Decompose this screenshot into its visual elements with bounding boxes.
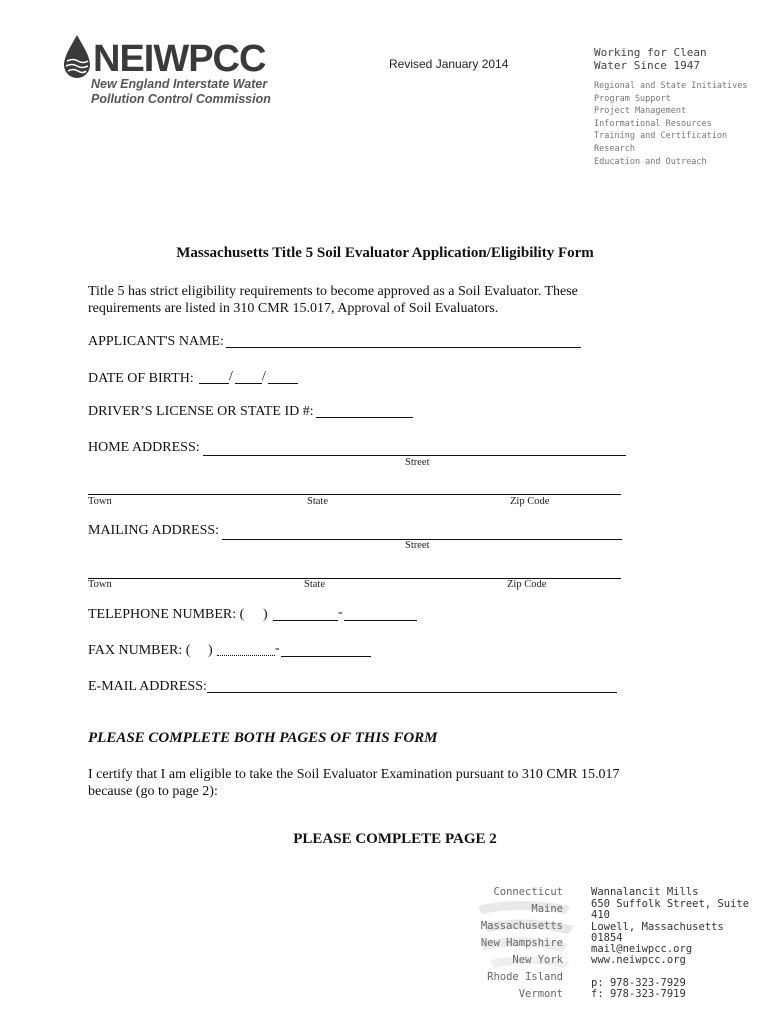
dob-day-field[interactable] <box>235 369 262 384</box>
email-field[interactable] <box>207 679 617 693</box>
telephone-line-field[interactable] <box>344 607 417 621</box>
state-item: New York <box>512 954 563 966</box>
complete-page-2-heading: PLEASE COMPLETE PAGE 2 <box>293 831 497 847</box>
fax-paren: ) <box>208 643 213 658</box>
services-item: Regional and State Initiatives <box>594 81 748 91</box>
address-line: Wannalancit Mills <box>591 886 699 898</box>
contact-phone: p: 978-323-7929 <box>591 977 686 989</box>
dob-label: DATE OF BIRTH: <box>88 371 194 386</box>
address-line: 650 Suffolk Street, Suite 410 <box>591 897 750 921</box>
state-item: Vermont <box>518 988 563 1000</box>
dob-separator: / <box>229 369 233 384</box>
mailing-zip-caption: Zip Code <box>507 579 547 590</box>
certify-line-2: because (go to page 2): <box>88 784 218 799</box>
dob-month-field[interactable] <box>199 369 229 384</box>
applicant-name-field[interactable] <box>226 334 581 348</box>
home-zip-caption: Zip Code <box>510 496 550 507</box>
telephone-dash: - <box>338 605 343 620</box>
applicant-name-label: APPLICANT'S NAME: <box>88 334 224 349</box>
intro-line-2: requirements are listed in 310 CMR 15.017, Approval of Soil Evaluators. <box>88 301 499 316</box>
services-list <box>594 80 748 168</box>
telephone-label: TELEPHONE NUMBER: ( <box>88 607 245 622</box>
fax-line-field[interactable] <box>281 643 371 657</box>
contact-email[interactable]: mail@neiwpcc.org <box>591 943 693 955</box>
services-item: Research <box>594 143 635 154</box>
state-item: Massachusetts <box>480 920 563 932</box>
state-item: Connecticut <box>493 886 563 898</box>
home-street-caption: Street <box>405 457 430 468</box>
home-street-field[interactable] <box>203 440 626 456</box>
mailing-town-caption: Town <box>88 579 112 590</box>
address-line: Lowell, Massachusetts <box>591 920 724 933</box>
logo-wordmark: NEIWPCC <box>93 38 266 80</box>
dob-year-field[interactable] <box>268 369 298 384</box>
dob-separator: / <box>262 369 266 384</box>
certify-line-1: I certify that I am eligible to take the Soil Evaluator Examination pursuant to 310 CMR 15.017 <box>88 767 620 782</box>
state-item: Maine <box>531 903 563 915</box>
contact-fax: f: 978-323-7919 <box>591 988 686 1000</box>
services-item: Training and Certification <box>594 131 728 142</box>
contact-website[interactable]: www.neiwpcc.org <box>591 954 686 966</box>
address-line: 01854 <box>591 932 623 944</box>
telephone-paren: ) <box>263 607 268 622</box>
fax-label: FAX NUMBER: ( <box>88 643 191 658</box>
state-item: Rhode Island <box>487 971 563 983</box>
mailing-town-state-zip-field[interactable] <box>88 564 621 579</box>
logo-subtitle-2: Pollution Control Commission <box>91 92 271 106</box>
license-label: DRIVER’S LICENSE OR STATE ID #: <box>88 404 314 419</box>
tagline-line-2: Water Since 1947 <box>594 59 700 72</box>
fax-dash: - <box>275 641 280 656</box>
complete-both-pages-heading: PLEASE COMPLETE BOTH PAGES OF THIS FORM <box>88 730 438 746</box>
tagline-line-1: Working for Clean <box>594 46 707 59</box>
mailing-state-caption: State <box>304 579 325 590</box>
mailing-street-caption: Street <box>405 540 430 551</box>
water-drop-icon <box>62 34 92 80</box>
intro-line-1: Title 5 has strict eligibility requirements to become approved as a Soil Evaluator. These <box>88 284 578 299</box>
services-item: Project Management <box>594 106 687 117</box>
services-item: Education and Outreach <box>594 156 707 167</box>
mailing-address-label: MAILING ADDRESS: <box>88 523 220 538</box>
home-town-state-zip-field[interactable] <box>88 480 621 495</box>
home-address-label: HOME ADDRESS: <box>88 440 200 455</box>
telephone-prefix-field[interactable] <box>273 607 338 621</box>
mailing-address-block <box>591 887 770 945</box>
fax-prefix-field[interactable] <box>217 643 275 656</box>
email-label: E-MAIL ADDRESS: <box>88 679 207 694</box>
home-town-caption: Town <box>88 496 112 507</box>
revised-date: Revised January 2014 <box>389 57 509 71</box>
services-item: Informational Resources <box>594 118 712 129</box>
license-field[interactable] <box>316 404 413 418</box>
home-state-caption: State <box>307 496 328 507</box>
mailing-street-field[interactable] <box>222 524 622 540</box>
logo-subtitle-1: New England Interstate Water <box>91 77 268 91</box>
form-title: Massachusetts Title 5 Soil Evaluator Application/Eligibility Form <box>176 245 594 261</box>
services-item: Program Support <box>594 93 671 104</box>
state-item: New Hampshire <box>480 937 563 949</box>
member-states-list <box>470 884 563 1003</box>
